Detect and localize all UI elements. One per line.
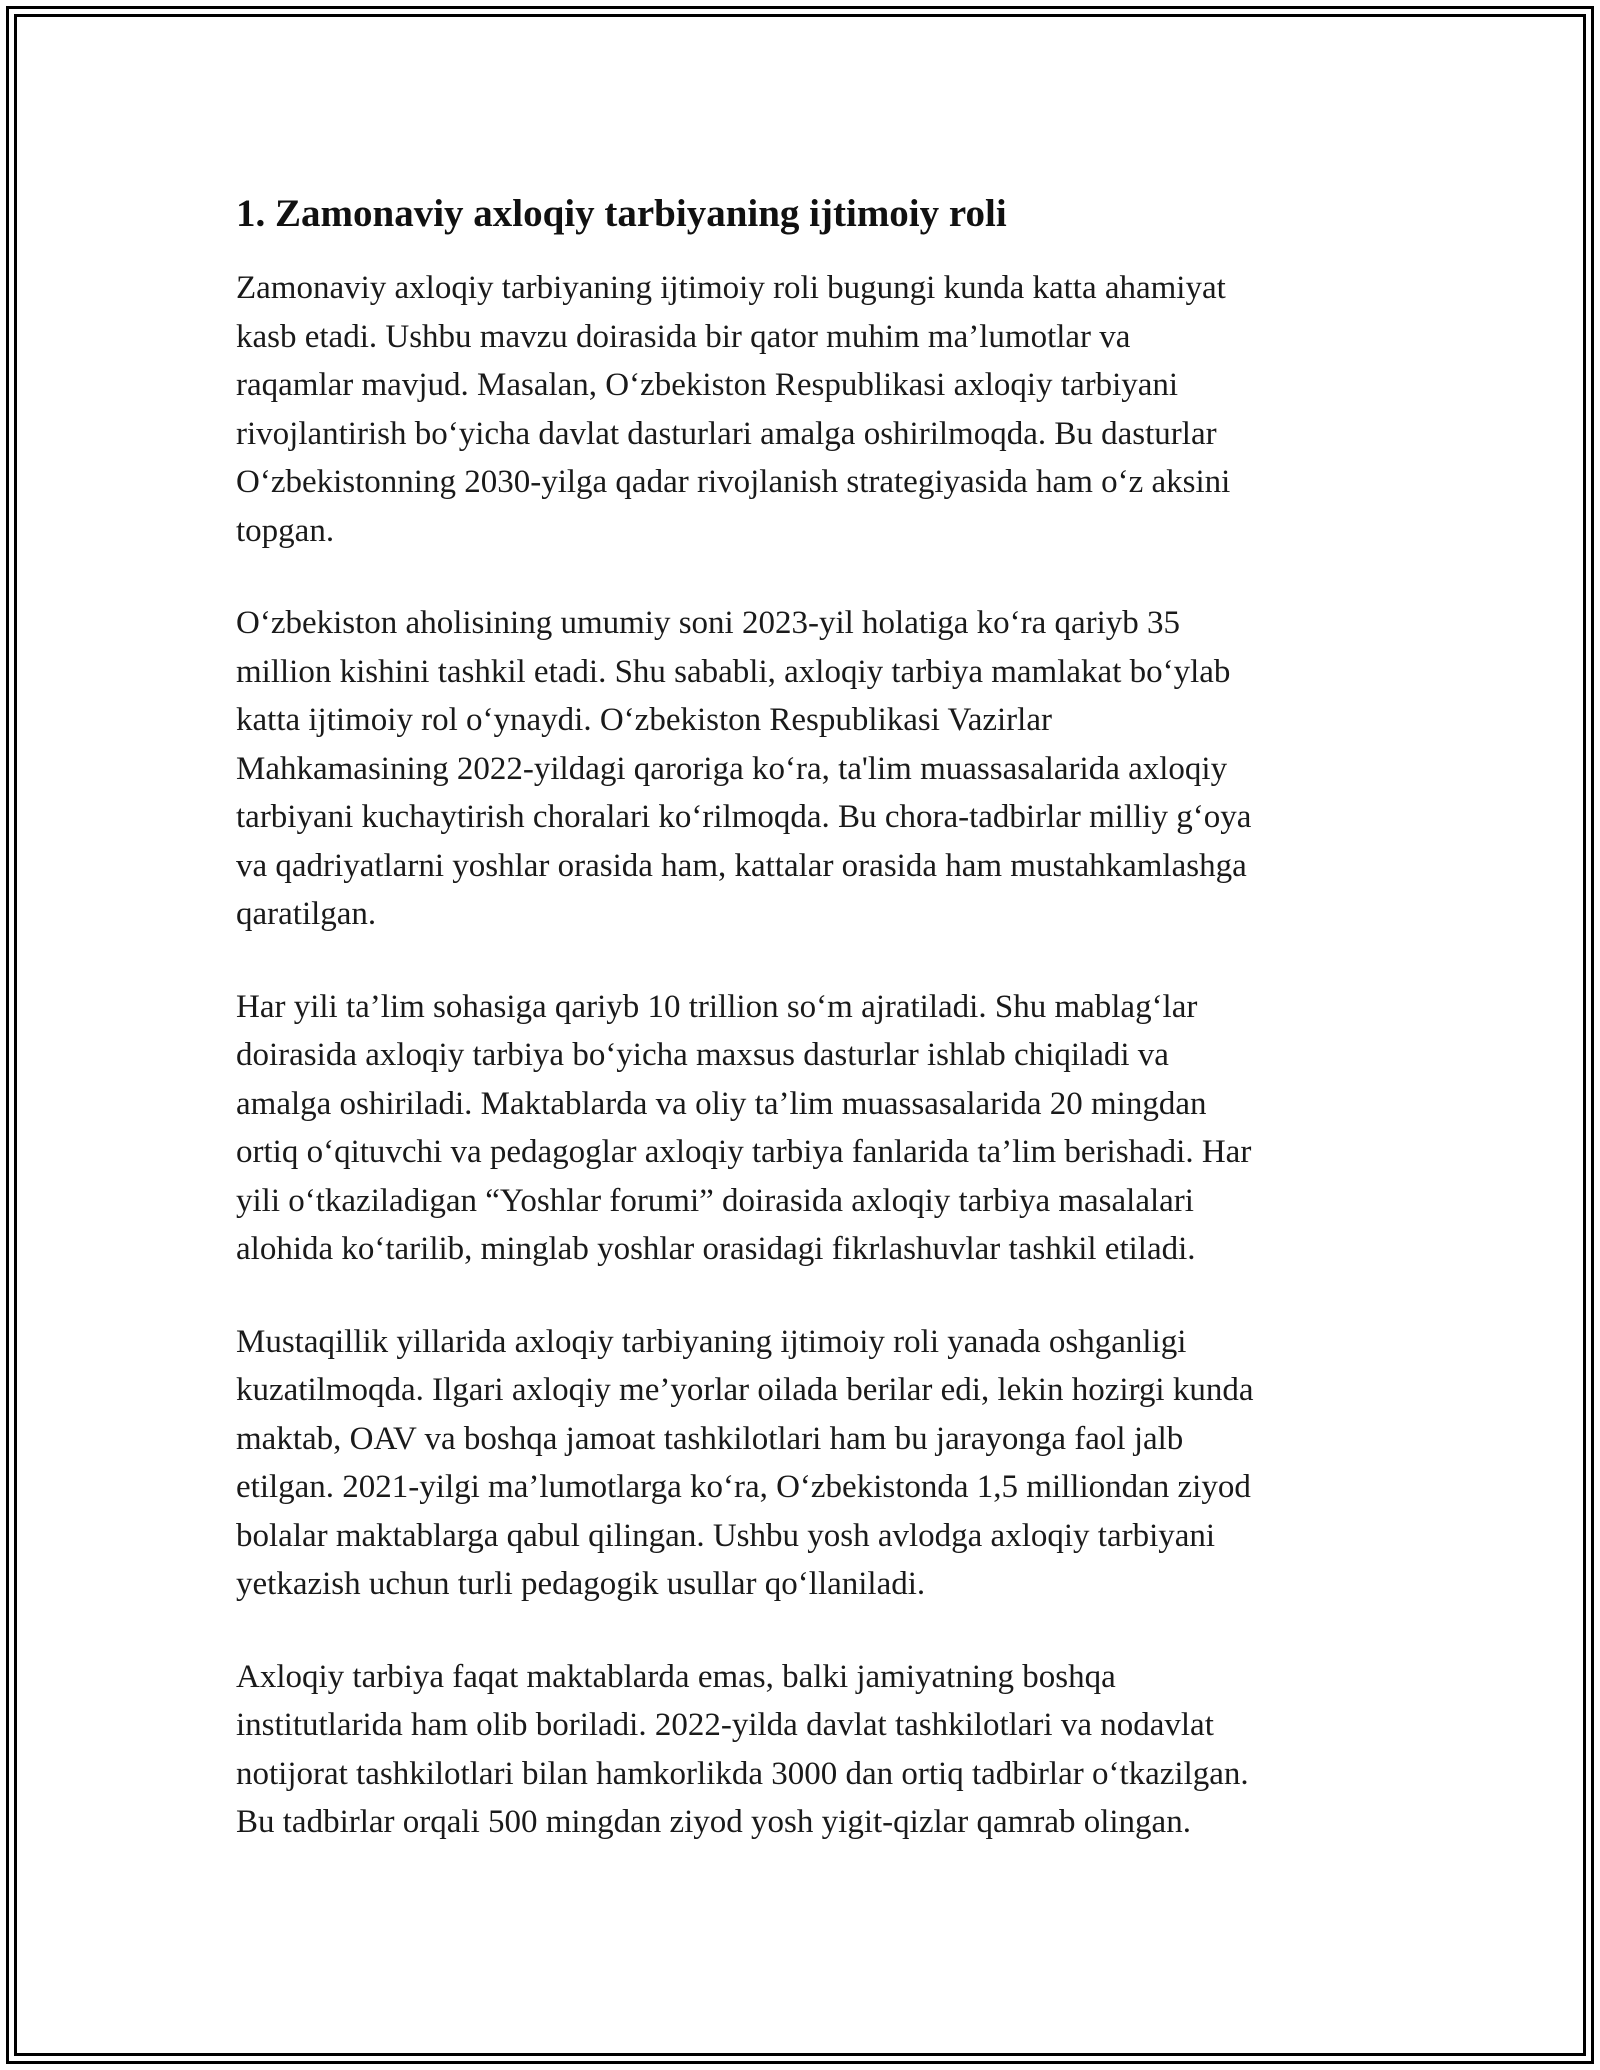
paragraph-line: million kishini tashkil etadi. Shu sababli, axloqiy tarbiya mamlakat bo‘ylab (236, 653, 1231, 690)
paragraph-line: Mahkamasining 2022-yildagi qaroriga ko‘ra, ta'lim muassasalarida axloqiy (236, 750, 1228, 787)
paragraph-line: Zamonaviy axloqiy tarbiyaning ijtimoiy roli bugungi kunda katta ahamiyat (236, 270, 1226, 306)
paragraph-line: va qadriyatlarni yoshlar orasida ham, kattalar orasida ham mustahkamlashga (236, 847, 1247, 884)
paragraph-line: notijorat tashkilotlari bilan hamkorlikda 3000 dan ortiq tadbirlar o‘tkazilgan. (236, 1755, 1249, 1792)
paragraph (236, 599, 1386, 939)
paragraph-line: rivojlantirish bo‘yicha davlat dasturlari amalga oshirilmoqda. Bu dasturlar (236, 415, 1217, 452)
paragraph-line: raqamlar mavjud. Masalan, O‘zbekiston Respublikasi axloqiy tarbiyani (236, 367, 1179, 403)
paragraph-line: yetkazish uchun turli pedagogik usullar qo‘llaniladi. (236, 1566, 926, 1602)
paragraph-line: Har yili ta’lim sohasiga qariyb 10 trillion so‘m ajratiladi. Shu mablag‘lar (236, 988, 1198, 1025)
paragraph-line: doirasida axloqiy tarbiya bo‘yicha maxsus dasturlar ishlab chiqiladi va (236, 1037, 1169, 1073)
paragraph-line: alohida ko‘tarilib, minglab yoshlar orasidagi fikrlashuvlar tashkil etiladi. (236, 1231, 1196, 1267)
paragraph-line: etilgan. 2021-yilgi ma’lumotlarga ko‘ra, O‘zbekistonda 1,5 milliondan ziyod (236, 1469, 1251, 1505)
paragraph-line: yili o‘tkaziladigan “Yoshlar forumi” doirasida axloqiy tarbiya masalalari (236, 1182, 1194, 1219)
paragraph-line: tarbiyani kuchaytirish choralari ko‘rilmoqda. Bu chora-tadbirlar milliy g‘oya (236, 799, 1252, 835)
paragraph-line: qaratilgan. (236, 896, 377, 932)
paragraph-line: O‘zbekiston aholisining umumiy soni 2023-yil holatiga ko‘ra qariyb 35 (236, 605, 1181, 641)
paragraph-line: topgan. (236, 512, 335, 549)
paragraph-line: institutlarida ham olib boriladi. 2022-yilda davlat tashkilotlari va nodavlat (236, 1707, 1214, 1743)
paragraph (236, 264, 1386, 555)
paragraph-line: kuzatilmoqda. Ilgari axloqiy me’yorlar oilada berilar edi, lekin hozirgi kunda (236, 1372, 1254, 1408)
paragraph (236, 1318, 1386, 1609)
paragraph-line: katta ijtimoiy rol o‘ynaydi. O‘zbekiston Respublikasi Vazirlar (236, 702, 1052, 738)
paragraph-line: Axloqiy tarbiya faqat maktablarda emas, balki jamiyatning boshqa (236, 1658, 1116, 1695)
paragraph-line: O‘zbekistonning 2030-yilga qadar rivojlanish strategiyasida ham o‘z aksini (236, 464, 1231, 500)
paragraph-line: Mustaqillik yillarida axloqiy tarbiyaning ijtimoiy roli yanada oshganligi (236, 1323, 1187, 1360)
section-heading: 1. Zamonaviy axloqiy tarbiyaning ijtimoiy roli (236, 192, 1007, 235)
paragraph-line: Bu tadbirlar orqali 500 mingdan ziyod yosh yigit-qizlar qamrab olingan. (236, 1804, 1191, 1840)
paragraph-line: bolalar maktablarga qabul qilingan. Ushbu yosh avlodga axloqiy tarbiyani (236, 1517, 1216, 1554)
document-body (236, 188, 1386, 1891)
paragraph-list (236, 264, 1386, 1847)
paragraph (236, 1653, 1386, 1847)
paragraph-line: kasb etadi. Ushbu mavzu doirasida bir qator muhim ma’lumotlar va (236, 318, 1131, 355)
paragraph-line: ortiq o‘qituvchi va pedagoglar axloqiy tarbiya fanlarida ta’lim berishadi. Har (236, 1134, 1252, 1170)
paragraph (236, 983, 1386, 1274)
paragraph-line: maktab, OAV va boshqa jamoat tashkilotlari ham bu jarayonga faol jalb (236, 1420, 1184, 1457)
paragraph-line: amalga oshiriladi. Maktablarda va oliy ta’lim muassasalarida 20 mingdan (236, 1085, 1207, 1122)
